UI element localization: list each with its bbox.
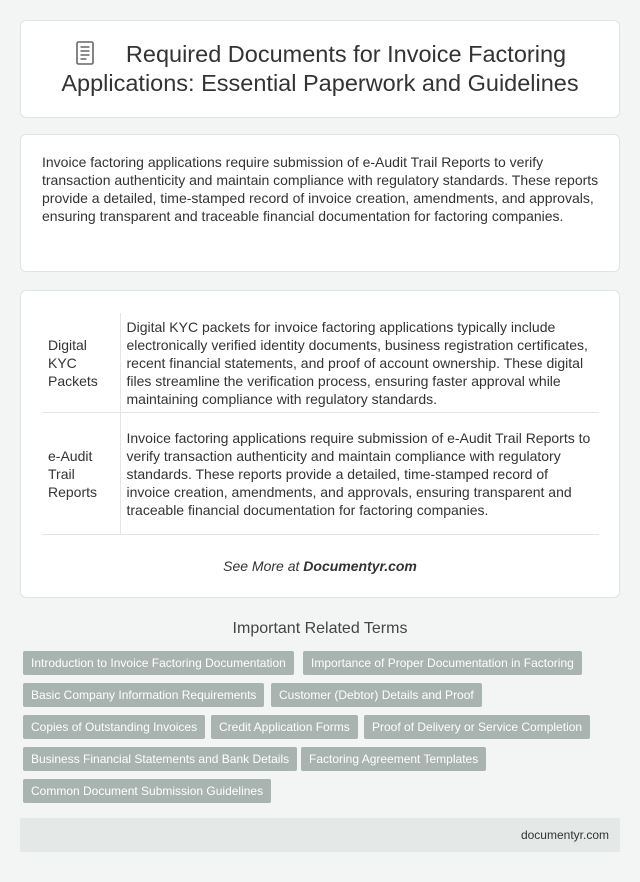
table-term-cell: e-Audit Trail Reports (42, 413, 120, 535)
related-term-tag[interactable]: Business Financial Statements and Bank Details (23, 747, 297, 771)
page-title-text: Required Documents for Invoice Factoring Applications: Essential Paperwork and Guidelines (61, 41, 579, 96)
title-card (20, 20, 620, 118)
related-term-tag[interactable]: Customer (Debtor) Details and Proof (271, 683, 482, 707)
related-terms-heading: Important Related Terms (232, 620, 408, 637)
intro-card (20, 134, 620, 272)
related-term-tag[interactable]: Introduction to Invoice Factoring Documentation (23, 651, 294, 675)
see-more-link[interactable]: Documentyr.com (303, 558, 417, 574)
documents-table (42, 313, 599, 535)
see-more-prefix: See More at (223, 558, 304, 574)
table-row (42, 413, 599, 535)
related-term-tag[interactable]: Basic Company Information Requirements (23, 683, 264, 707)
intro-paragraph: Invoice factoring applications require submission of e-Audit Trail Reports to verify transaction authenticity and maintain compliance with regulatory standards. These reports provide a detailed, time-stamped record of invoice creation, amendments, and approvals, ensuring transparent and traceable financial documentation for factoring companies. (42, 154, 599, 224)
related-term-tag[interactable]: Credit Application Forms (211, 715, 358, 739)
table-description-cell: Digital KYC packets for invoice factoring applications typically include electronically verified identity documents, business registration certificates, recent financial statements, and proof of account ownership. These digital files streamline the verification process, ensuring faster approval while maintaining compliance with regulatory standards. (120, 313, 599, 413)
related-term-tag[interactable]: Proof of Delivery or Service Completion (364, 715, 590, 739)
related-term-tag[interactable]: Copies of Outstanding Invoices (23, 715, 205, 739)
document-icon (74, 41, 96, 65)
table-row (42, 313, 599, 413)
related-term-tag[interactable]: Importance of Proper Documentation in Factoring (303, 651, 582, 675)
see-more-line (21, 558, 619, 574)
page-title (21, 40, 619, 98)
related-term-tag[interactable]: Factoring Agreement Templates (301, 747, 486, 771)
documents-table-card (20, 290, 620, 598)
table-description-cell: Invoice factoring applications require submission of e-Audit Trail Reports to verify transaction authenticity and maintain compliance with regulatory standards. These reports provide a detailed, time-stamped record of invoice creation, amendments, and approvals, ensuring transparent and traceable financial documentation for factoring companies. (120, 413, 599, 535)
table-term-cell: Digital KYC Packets (42, 313, 120, 413)
footer (20, 818, 620, 852)
footer-site-link[interactable]: documentyr.com (520, 828, 609, 842)
related-term-tag[interactable]: Common Document Submission Guidelines (23, 779, 271, 803)
